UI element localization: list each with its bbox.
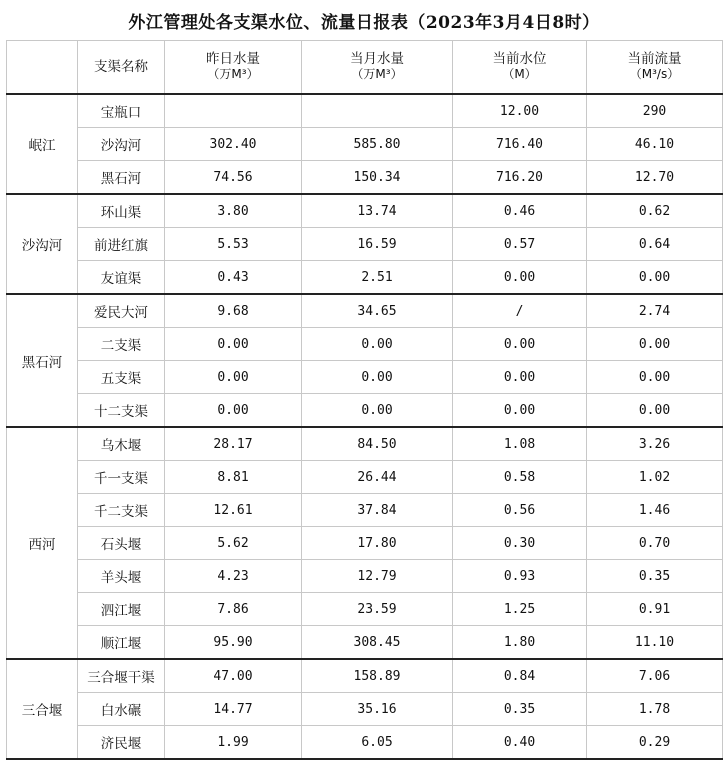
report-table: [6, 40, 723, 760]
cell-level: 0.56: [453, 494, 587, 527]
header-group: [7, 41, 78, 95]
cell-name: 宝瓶口: [78, 94, 165, 128]
table-row: [7, 361, 723, 394]
cell-month: 17.80: [302, 527, 453, 560]
cell-month: 6.05: [302, 726, 453, 760]
cell-flow: 46.10: [587, 128, 723, 161]
cell-name: 石头堰: [78, 527, 165, 560]
cell-yesterday: 14.77: [165, 693, 302, 726]
cell-month: 26.44: [302, 461, 453, 494]
cell-name: 三合堰干渠: [78, 659, 165, 693]
cell-month: 13.74: [302, 194, 453, 228]
cell-flow: 0.29: [587, 726, 723, 760]
header-month: [302, 41, 453, 95]
cell-name: 沙沟河: [78, 128, 165, 161]
header-flow-unit: （M³/s）: [629, 67, 680, 81]
cell-yesterday: 47.00: [165, 659, 302, 693]
cell-flow: 7.06: [587, 659, 723, 693]
cell-flow: 0.64: [587, 228, 723, 261]
cell-level: 0.00: [453, 261, 587, 295]
table-row: [7, 427, 723, 461]
cell-yesterday: 1.99: [165, 726, 302, 760]
cell-yesterday: 3.80: [165, 194, 302, 228]
cell-level: 0.58: [453, 461, 587, 494]
cell-flow: 1.78: [587, 693, 723, 726]
cell-yesterday: 95.90: [165, 626, 302, 660]
cell-yesterday: 28.17: [165, 427, 302, 461]
header-month-unit: （万M³）: [351, 67, 403, 81]
table-row: [7, 294, 723, 328]
table-row: [7, 461, 723, 494]
header-yesterday: [165, 41, 302, 95]
cell-level: 1.80: [453, 626, 587, 660]
header-yesterday-unit: （万M³）: [207, 67, 259, 81]
cell-month: 84.50: [302, 427, 453, 461]
cell-flow: 0.00: [587, 328, 723, 361]
cell-yesterday: 0.43: [165, 261, 302, 295]
cell-flow: 0.00: [587, 361, 723, 394]
cell-flow: 2.74: [587, 294, 723, 328]
cell-level: 716.40: [453, 128, 587, 161]
header-level-unit: （M）: [502, 67, 537, 81]
cell-name: 爱民大河: [78, 294, 165, 328]
table-row: [7, 494, 723, 527]
header-level: [453, 41, 587, 95]
cell-flow: 12.70: [587, 161, 723, 195]
cell-level: 0.57: [453, 228, 587, 261]
cell-flow: 290: [587, 94, 723, 128]
cell-name: 白水碾: [78, 693, 165, 726]
report-title: 外江管理处各支渠水位、流量日报表（2023年3月4日8时）: [128, 12, 600, 33]
cell-level: 0.00: [453, 394, 587, 428]
group-name-cell: 沙沟河: [7, 194, 78, 294]
cell-name: 顺江堰: [78, 626, 165, 660]
table-row: [7, 394, 723, 428]
cell-month: 585.80: [302, 128, 453, 161]
cell-month: 2.51: [302, 261, 453, 295]
cell-yesterday: 5.53: [165, 228, 302, 261]
cell-level: 0.84: [453, 659, 587, 693]
cell-month: 0.00: [302, 328, 453, 361]
cell-month: 0.00: [302, 394, 453, 428]
header-name: 支渠名称: [78, 41, 165, 95]
cell-yesterday: [165, 94, 302, 128]
cell-month: 12.79: [302, 560, 453, 593]
cell-name: 羊头堰: [78, 560, 165, 593]
cell-flow: 0.35: [587, 560, 723, 593]
cell-level: 1.08: [453, 427, 587, 461]
cell-yesterday: 12.61: [165, 494, 302, 527]
table-row: [7, 659, 723, 693]
cell-yesterday: 74.56: [165, 161, 302, 195]
cell-flow: 0.62: [587, 194, 723, 228]
table-row: [7, 228, 723, 261]
cell-yesterday: 8.81: [165, 461, 302, 494]
cell-yesterday: 4.23: [165, 560, 302, 593]
cell-name: 济民堰: [78, 726, 165, 760]
table-row: [7, 527, 723, 560]
cell-name: 前进红旗: [78, 228, 165, 261]
cell-month: [302, 94, 453, 128]
cell-yesterday: 0.00: [165, 361, 302, 394]
cell-flow: 3.26: [587, 427, 723, 461]
cell-yesterday: 302.40: [165, 128, 302, 161]
cell-name: 二支渠: [78, 328, 165, 361]
table-row: [7, 194, 723, 228]
cell-name: 千二支渠: [78, 494, 165, 527]
cell-name: 黑石河: [78, 161, 165, 195]
cell-month: 0.00: [302, 361, 453, 394]
cell-name: 千一支渠: [78, 461, 165, 494]
cell-flow: 0.00: [587, 394, 723, 428]
cell-name: 十二支渠: [78, 394, 165, 428]
cell-month: 23.59: [302, 593, 453, 626]
cell-month: 150.34: [302, 161, 453, 195]
cell-name: 环山渠: [78, 194, 165, 228]
cell-month: 16.59: [302, 228, 453, 261]
cell-level: 0.35: [453, 693, 587, 726]
cell-level: 1.25: [453, 593, 587, 626]
cell-flow: 1.02: [587, 461, 723, 494]
cell-level: 0.00: [453, 328, 587, 361]
cell-level: /: [453, 294, 587, 328]
cell-yesterday: 7.86: [165, 593, 302, 626]
cell-month: 34.65: [302, 294, 453, 328]
table-row: [7, 593, 723, 626]
cell-name: 五支渠: [78, 361, 165, 394]
group-name-cell: 西河: [7, 427, 78, 659]
header-month-label: 当月水量: [350, 51, 404, 67]
cell-name: 友谊渠: [78, 261, 165, 295]
cell-month: 37.84: [302, 494, 453, 527]
table-row: [7, 693, 723, 726]
cell-yesterday: 5.62: [165, 527, 302, 560]
cell-flow: 0.70: [587, 527, 723, 560]
report-table-body: [7, 41, 723, 760]
table-row: [7, 161, 723, 195]
table-row: [7, 261, 723, 295]
cell-month: 158.89: [302, 659, 453, 693]
cell-month: 308.45: [302, 626, 453, 660]
group-name-cell: 黑石河: [7, 294, 78, 427]
table-row: [7, 94, 723, 128]
header-flow: [587, 41, 723, 95]
cell-yesterday: 0.00: [165, 394, 302, 428]
cell-yesterday: 0.00: [165, 328, 302, 361]
table-row: [7, 626, 723, 660]
group-name-cell: 岷江: [7, 94, 78, 194]
cell-flow: 1.46: [587, 494, 723, 527]
cell-flow: 0.00: [587, 261, 723, 295]
cell-yesterday: 9.68: [165, 294, 302, 328]
cell-name: 泗江堰: [78, 593, 165, 626]
cell-month: 35.16: [302, 693, 453, 726]
cell-flow: 11.10: [587, 626, 723, 660]
group-name-cell: 三合堰: [7, 659, 78, 759]
table-row: [7, 560, 723, 593]
cell-level: 0.40: [453, 726, 587, 760]
table-row: [7, 328, 723, 361]
header-yesterday-label: 昨日水量: [206, 51, 260, 67]
cell-level: 12.00: [453, 94, 587, 128]
table-row: [7, 726, 723, 760]
cell-name: 乌木堰: [78, 427, 165, 461]
cell-level: 716.20: [453, 161, 587, 195]
header-level-label: 当前水位: [492, 51, 547, 67]
table-row: [7, 128, 723, 161]
cell-level: 0.46: [453, 194, 587, 228]
header-row: [7, 41, 723, 95]
cell-flow: 0.91: [587, 593, 723, 626]
cell-level: 0.00: [453, 361, 587, 394]
cell-level: 0.93: [453, 560, 587, 593]
header-flow-label: 当前流量: [627, 51, 682, 67]
cell-level: 0.30: [453, 527, 587, 560]
